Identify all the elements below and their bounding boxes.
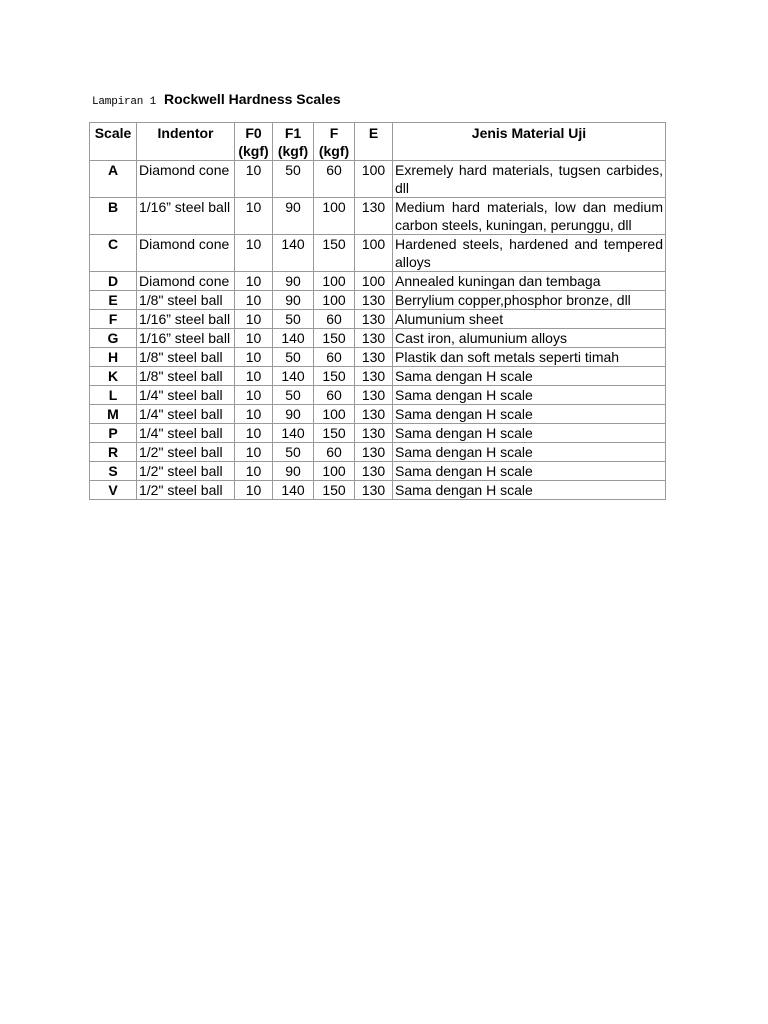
cell-indentor: 1/8" steel ball	[137, 291, 235, 310]
cell-indentor: Diamond cone	[137, 272, 235, 291]
cell-e: 130	[355, 310, 393, 329]
cell-scale: R	[90, 443, 137, 462]
cell-f0: 10	[235, 348, 273, 367]
cell-f: 100	[314, 291, 355, 310]
cell-f0: 10	[235, 198, 273, 235]
header-scale: Scale	[90, 123, 137, 161]
cell-scale: C	[90, 235, 137, 272]
cell-e: 130	[355, 329, 393, 348]
cell-indentor: 1/8" steel ball	[137, 367, 235, 386]
table-row	[90, 329, 666, 348]
cell-indentor: 1/16” steel ball	[137, 198, 235, 235]
cell-jenis: Sama dengan H scale	[393, 443, 666, 462]
cell-f0: 10	[235, 443, 273, 462]
cell-f0: 10	[235, 424, 273, 443]
cell-f: 150	[314, 329, 355, 348]
header-f1-unit: (kgf)	[277, 143, 309, 159]
cell-f0: 10	[235, 310, 273, 329]
cell-scale: E	[90, 291, 137, 310]
cell-scale: L	[90, 386, 137, 405]
cell-f1: 50	[273, 386, 314, 405]
cell-scale: A	[90, 161, 137, 198]
cell-f0: 10	[235, 386, 273, 405]
cell-jenis: Sama dengan H scale	[393, 367, 666, 386]
cell-jenis: Annealed kuningan dan tembaga	[393, 272, 666, 291]
cell-f: 60	[314, 310, 355, 329]
cell-jenis: Sama dengan H scale	[393, 424, 666, 443]
table-caption	[92, 91, 341, 109]
cell-f1: 90	[273, 272, 314, 291]
table-row	[90, 291, 666, 310]
cell-f: 100	[314, 272, 355, 291]
table-row	[90, 443, 666, 462]
cell-f: 60	[314, 348, 355, 367]
table-header-row	[90, 123, 666, 161]
header-f	[314, 123, 355, 161]
cell-f1: 50	[273, 348, 314, 367]
header-f0-unit: (kgf)	[238, 143, 269, 159]
table-row	[90, 348, 666, 367]
cell-f1: 90	[273, 291, 314, 310]
cell-f1: 90	[273, 405, 314, 424]
cell-f: 150	[314, 367, 355, 386]
cell-f1: 140	[273, 424, 314, 443]
cell-jenis: Sama dengan H scale	[393, 462, 666, 481]
header-e: E	[355, 123, 393, 161]
cell-f0: 10	[235, 462, 273, 481]
cell-jenis: Cast iron, alumunium alloys	[393, 329, 666, 348]
table-row	[90, 272, 666, 291]
cell-jenis: Alumunium sheet	[393, 310, 666, 329]
cell-indentor: 1/16” steel ball	[137, 310, 235, 329]
cell-f1: 50	[273, 161, 314, 198]
cell-f0: 10	[235, 405, 273, 424]
cell-f1: 140	[273, 367, 314, 386]
caption-title: Rockwell Hardness Scales	[164, 91, 341, 107]
table-row	[90, 310, 666, 329]
cell-e: 130	[355, 462, 393, 481]
table-row	[90, 462, 666, 481]
table-body	[90, 161, 666, 500]
cell-f1: 90	[273, 462, 314, 481]
cell-indentor: Diamond cone	[137, 235, 235, 272]
cell-scale: G	[90, 329, 137, 348]
header-f-unit: (kgf)	[318, 143, 350, 159]
cell-f: 100	[314, 462, 355, 481]
cell-scale: P	[90, 424, 137, 443]
cell-indentor: 1/4" steel ball	[137, 424, 235, 443]
header-f1-label: F1	[284, 125, 302, 141]
cell-indentor: 1/2" steel ball	[137, 481, 235, 500]
rockwell-hardness-table	[89, 122, 666, 500]
cell-e: 130	[355, 291, 393, 310]
cell-jenis: Sama dengan H scale	[393, 405, 666, 424]
header-f-label: F	[329, 125, 339, 141]
cell-f1: 90	[273, 198, 314, 235]
cell-f: 150	[314, 424, 355, 443]
cell-e: 130	[355, 198, 393, 235]
cell-f0: 10	[235, 235, 273, 272]
cell-f: 150	[314, 235, 355, 272]
cell-jenis: Medium hard materials, low dan medium carbon steels, kuningan, perunggu, dll	[393, 198, 666, 235]
table-row	[90, 424, 666, 443]
table-row	[90, 386, 666, 405]
cell-jenis: Hardened steels, hardened and tempered alloys	[393, 235, 666, 272]
cell-f0: 10	[235, 481, 273, 500]
cell-indentor: 1/4" steel ball	[137, 405, 235, 424]
cell-e: 130	[355, 443, 393, 462]
header-f0-label: F0	[245, 125, 262, 141]
cell-scale: H	[90, 348, 137, 367]
header-f1	[273, 123, 314, 161]
cell-f1: 140	[273, 329, 314, 348]
cell-e: 100	[355, 235, 393, 272]
table-row	[90, 367, 666, 386]
cell-f1: 50	[273, 443, 314, 462]
cell-scale: S	[90, 462, 137, 481]
cell-e: 130	[355, 386, 393, 405]
cell-f: 60	[314, 443, 355, 462]
cell-jenis: Berrylium copper,phosphor bronze, dll	[393, 291, 666, 310]
cell-e: 130	[355, 424, 393, 443]
header-indentor: Indentor	[137, 123, 235, 161]
cell-scale: D	[90, 272, 137, 291]
table-row	[90, 198, 666, 235]
table-row	[90, 235, 666, 272]
cell-f0: 10	[235, 161, 273, 198]
cell-f: 100	[314, 198, 355, 235]
cell-jenis: Plastik dan soft metals seperti timah	[393, 348, 666, 367]
header-f0	[235, 123, 273, 161]
cell-f0: 10	[235, 291, 273, 310]
cell-scale: F	[90, 310, 137, 329]
table-row	[90, 405, 666, 424]
cell-e: 100	[355, 272, 393, 291]
cell-e: 130	[355, 348, 393, 367]
caption-prefix: Lampiran 1	[92, 96, 157, 108]
cell-f: 60	[314, 161, 355, 198]
table-row	[90, 161, 666, 198]
cell-e: 130	[355, 405, 393, 424]
cell-indentor: 1/8" steel ball	[137, 348, 235, 367]
cell-f1: 140	[273, 481, 314, 500]
header-jenis-material-uji: Jenis Material Uji	[393, 123, 666, 161]
cell-indentor: 1/4" steel ball	[137, 386, 235, 405]
cell-e: 100	[355, 161, 393, 198]
cell-indentor: 1/2" steel ball	[137, 462, 235, 481]
cell-indentor: 1/16” steel ball	[137, 329, 235, 348]
cell-f: 150	[314, 481, 355, 500]
cell-scale: M	[90, 405, 137, 424]
cell-f1: 50	[273, 310, 314, 329]
cell-jenis: Sama dengan H scale	[393, 481, 666, 500]
cell-jenis: Sama dengan H scale	[393, 386, 666, 405]
cell-f: 60	[314, 386, 355, 405]
cell-scale: V	[90, 481, 137, 500]
cell-e: 130	[355, 481, 393, 500]
cell-f0: 10	[235, 367, 273, 386]
cell-f0: 10	[235, 272, 273, 291]
table-row	[90, 481, 666, 500]
cell-f: 100	[314, 405, 355, 424]
cell-indentor: 1/2" steel ball	[137, 443, 235, 462]
cell-f1: 140	[273, 235, 314, 272]
cell-indentor: Diamond cone	[137, 161, 235, 198]
cell-e: 130	[355, 367, 393, 386]
cell-scale: K	[90, 367, 137, 386]
cell-jenis: Exremely hard materials, tugsen carbides, dll	[393, 161, 666, 198]
cell-scale: B	[90, 198, 137, 235]
cell-f0: 10	[235, 329, 273, 348]
